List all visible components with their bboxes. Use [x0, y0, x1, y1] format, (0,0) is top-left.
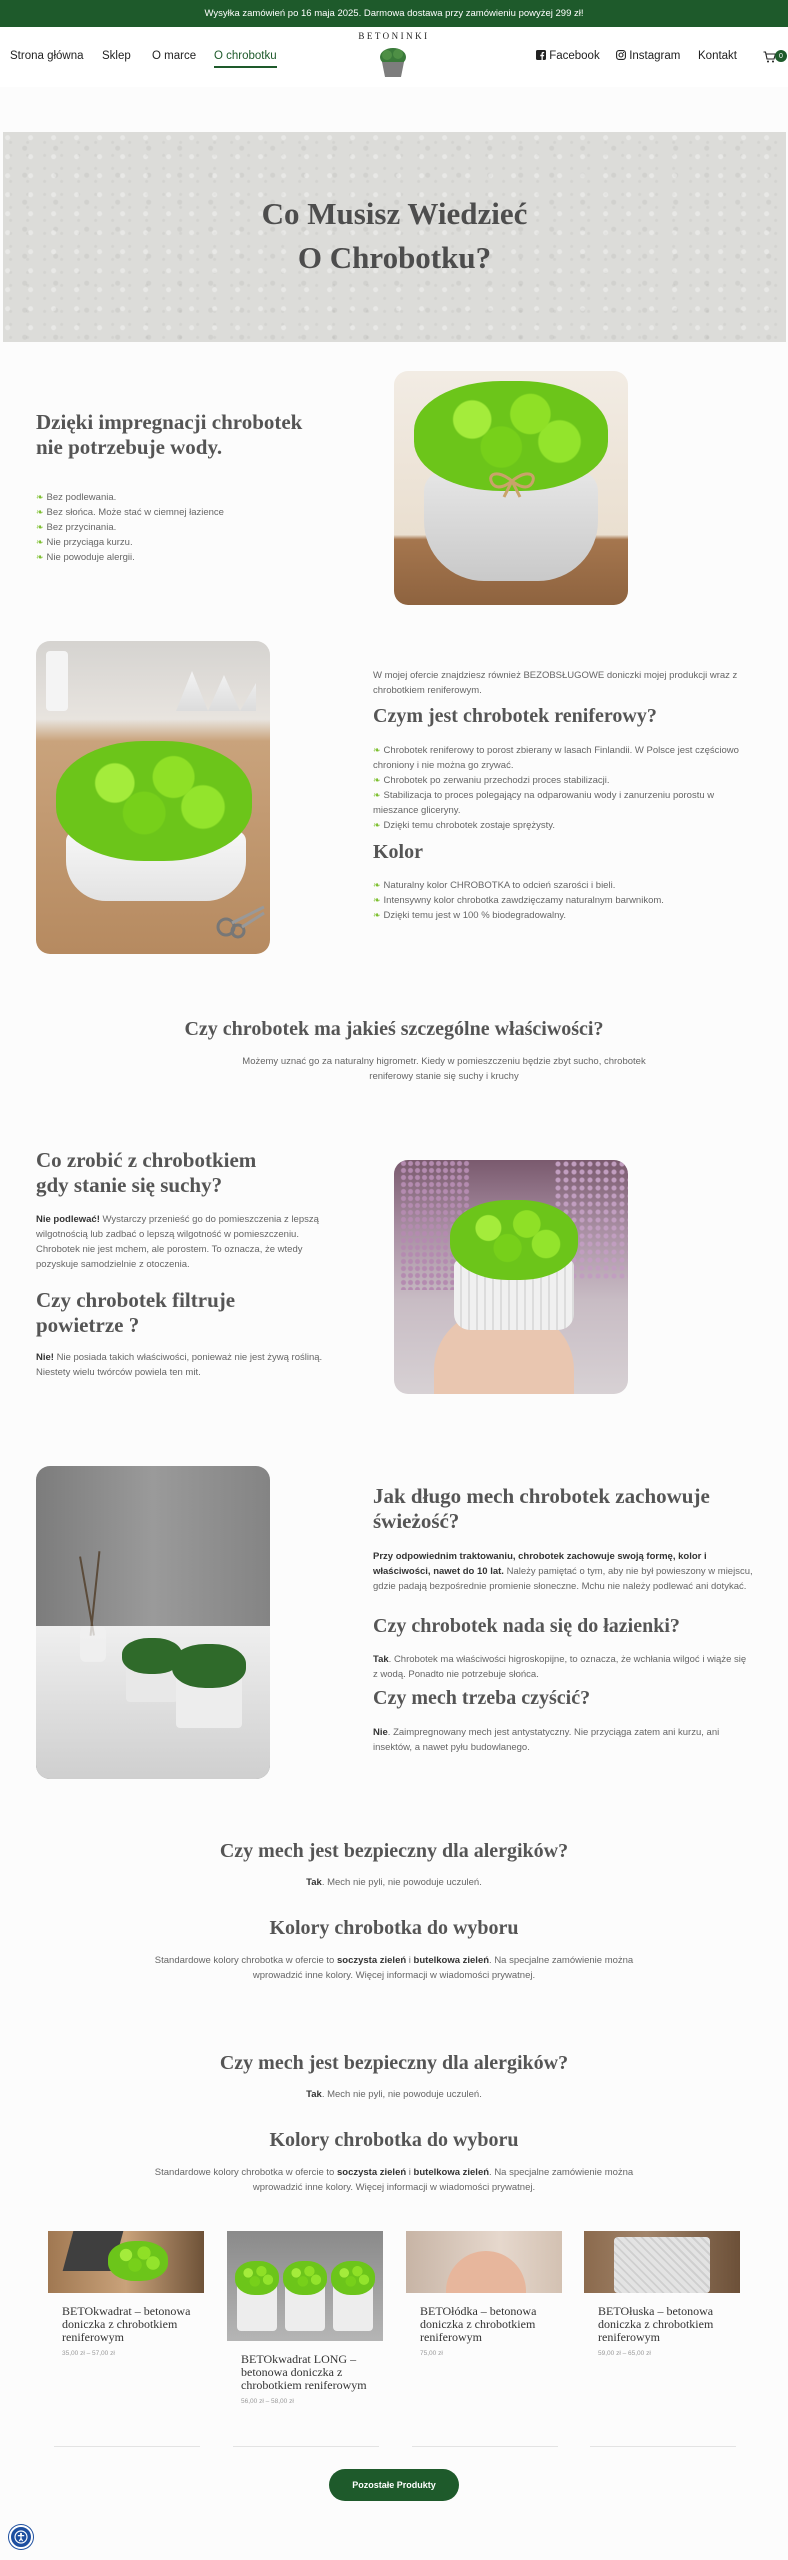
nav-contact[interactable]: Kontakt [698, 50, 737, 62]
announcement-bar [0, 0, 788, 27]
section5-title2: Czy chrobotek nada się do łazienki? [373, 1615, 680, 1637]
divider [54, 2446, 200, 2447]
section4-text [36, 1212, 336, 1272]
colors-body-b-repeat: i [406, 2167, 414, 2178]
colors-title-repeat: Kolory chrobotka do wyboru [269, 2129, 519, 2151]
product-card[interactable] [406, 2231, 562, 2357]
divider [233, 2446, 379, 2447]
product-name[interactable]: BETOłuska – betonowa doniczka z chrobotkiem reniferowym [598, 2304, 714, 2344]
allergy-body-repeat: . Mech nie pyli, nie powoduje uczuleń. [321, 2089, 482, 2100]
section4-body2: Nie posiada takich właściwości, ponieważ nie jest żywą rośliną. Niestety wielu twórców powiela ten mit. [36, 1352, 323, 1378]
list-item: ❧ Bez przycinania. [36, 520, 224, 535]
hero-title-line1: Co Musisz Wiedzieć [261, 196, 528, 231]
section4-title2-line1: Czy chrobotek filtruje [36, 1288, 236, 1312]
section5-title [373, 1484, 710, 1534]
colors-bold-a: soczysta zieleń [336, 1955, 407, 1966]
colors-text-repeat [144, 2165, 644, 2195]
colors-title: Kolory chrobotka do wyboru [269, 1917, 519, 1939]
list-item: ❧ Nie powoduje alergii. [36, 550, 224, 565]
list-item: ❧ Stabilizacja to proces polegający na odparowaniu wody i zanurzeniu porostu w mieszance gliceryny. [373, 788, 758, 818]
colors-body-b: i [406, 1955, 414, 1966]
nav-about-brand[interactable]: O marce [152, 50, 197, 62]
product-name[interactable]: BETOłódka – betonowa doniczka z chrobotkiem reniferowym [420, 2304, 537, 2344]
logo-text[interactable]: BETONINKI [358, 31, 430, 41]
list-item: ❧ Nie przyciąga kurzu. [36, 535, 224, 550]
announcement-text: Wysyłka zamówień po 16 maja 2025. Darmowa dostawa przy zamówieniu powyżej 299 zł! [204, 8, 584, 19]
section2-intro: W mojej ofercie znajdziesz również BEZOBSŁUGOWE doniczki mojej produkcji wraz z chrobotkiem reniferowym. [373, 670, 738, 696]
section4-bold: Nie podlewać! [36, 1214, 100, 1225]
section5-title-line2: świeżość? [373, 1509, 460, 1533]
section4-text2 [36, 1350, 336, 1380]
divider [412, 2446, 558, 2447]
instagram-icon [616, 50, 626, 60]
section3-title: Czy chrobotek ma jakieś szczególne właściwości? [184, 1018, 604, 1040]
facebook-icon [536, 50, 546, 60]
product-card[interactable] [227, 2231, 383, 2405]
section1-title-line1: Dzięki impregnacji chrobotek [36, 410, 303, 434]
section5-body2: . Chrobotek ma właściwości higroskopijne, to oznacza, że wchłania wilgoć i wiąże się z wodą. Ponadto nie potrzebuje słońca. [373, 1654, 747, 1680]
colors-bold-a-repeat: soczysta zieleń [336, 2167, 407, 2178]
colors-bold-b-repeat: butelkowa zieleń [413, 2167, 490, 2178]
colors-body-c-repeat: . Na specjalne zamówienie można wprowadzić inne kolory. Więcej informacji w wiadomości prywatnej. [252, 2167, 634, 2193]
list-item: ❧ Chrobotek reniferowy to porost zbierany w lasach Finlandii. W Polsce jest częściowo chroniony i nie można go zrywać. [373, 743, 758, 773]
product-name[interactable]: BETOkwadrat – betonowa doniczka z chrobotkiem reniferowym [62, 2304, 191, 2344]
colors-body-a: Standardowe kolory chrobotka w ofercie to [154, 1955, 337, 1966]
section5-body: Należy pamiętać o tym, aby nie był powieszony w miejscu, gdzie padają bezpośrednie promienie słoneczne. Mchu nie należy podlewać ani dotykać. [373, 1566, 753, 1592]
product-image[interactable] [406, 2231, 562, 2293]
section1-title-line2: nie potrzebuje wody. [36, 435, 223, 459]
nav-home[interactable]: Strona główna [10, 50, 84, 62]
nav-shop[interactable]: Sklep [102, 50, 131, 62]
product-price: 75,00 zł [420, 2350, 443, 2357]
allergy-bold: Tak [306, 1877, 322, 1888]
allergy-title: Czy mech jest bezpieczny dla alergików? [219, 1840, 569, 1862]
list-item: ❧ Chrobotek po zerwaniu przechodzi proces stabilizacji. [373, 773, 758, 788]
section5-text3 [373, 1725, 753, 1755]
hero-title-line2: O Chrobotku? [297, 240, 492, 275]
product-photo-bowl-scissors [36, 641, 270, 954]
product-price: 56,00 zł – 58,00 zł [241, 2398, 294, 2405]
section2-facts-list [373, 743, 758, 833]
section5-bold3: Nie [373, 1727, 388, 1738]
section5-title3: Czy mech trzeba czyścić? [373, 1687, 591, 1709]
section3-text: Możemy uznać go za naturalny higrometr. Kiedy w pomieszczeniu będzie zbyt sucho, chrobotek reniferowy stanie się suchy i kruchy [242, 1056, 646, 1082]
section4-body: Wystarczy przenieść go do pomieszczenia z lepszą wilgotnością lub zadbać o lepszą wilgotność w pomieszczeniu. Chrobotek nie jest mchem, ale porostem. To oznacza, że wtedy pozyskuje samodzielnie z otoczenia. [36, 1214, 319, 1270]
list-item: ❧ Dzięki temu jest w 100 % biodegradowalny. [373, 908, 758, 923]
product-photo-bathroom [36, 1466, 270, 1779]
section4-title2-line2: powietrze ? [36, 1313, 140, 1337]
cart-count-badge: 0 [775, 50, 787, 62]
product-price: 59,00 zł – 65,00 zł [598, 2350, 651, 2357]
section2-title: Czym jest chrobotek reniferowy? [373, 705, 657, 727]
section1-benefits-list [36, 490, 224, 565]
list-item: ❧ Naturalny kolor CHROBOTKA to odcień szarości i bieli. [373, 878, 758, 893]
nav-instagram-label: Instagram [629, 50, 681, 62]
allergy-text-repeat [0, 2087, 788, 2102]
allergy-title-repeat: Czy mech jest bezpieczny dla alergików? [219, 2052, 569, 2074]
section4-title2 [36, 1288, 235, 1338]
list-item: ❧ Intensywny kolor chrobotka zawdzięczamy naturalnym barwnikom. [373, 893, 758, 908]
colors-bold-b: butelkowa zieleń [413, 1955, 490, 1966]
colors-text [144, 1953, 644, 1983]
section5-body3: . Zaimpregnowany mech jest antystatyczny. Nie przyciąga zatem ani kurzu, ani insektów, a nawet pyłu budowlanego. [373, 1727, 720, 1753]
allergy-body: . Mech nie pyli, nie powoduje uczuleń. [321, 1877, 482, 1888]
product-name[interactable]: BETOkwadrat LONG – betonowa doniczka z chrobotkiem reniferowym [241, 2352, 367, 2392]
hero-banner [3, 132, 786, 342]
nav-about-moss[interactable]: O chrobotku [214, 50, 277, 68]
section4-title-line2: gdy stanie się suchy? [36, 1173, 223, 1197]
section4-bold2: Nie! [36, 1352, 54, 1363]
allergy-bold-repeat: Tak [306, 2089, 322, 2100]
product-image[interactable] [227, 2231, 383, 2341]
list-item: ❧ Dzięki temu chrobotek zostaje sprężysty. [373, 818, 758, 833]
section4-title [36, 1148, 256, 1198]
nav-facebook-label: Facebook [549, 50, 600, 62]
more-products-button[interactable]: Pozostałe Produkty [329, 2469, 459, 2501]
product-photo-heather-hand [394, 1160, 628, 1394]
product-image[interactable] [48, 2231, 204, 2293]
colors-body-c: . Na specjalne zamówienie można wprowadzić inne kolory. Więcej informacji w wiadomości prywatnej. [252, 1955, 634, 1981]
section4-title-line1: Co zrobić z chrobotkiem [36, 1148, 257, 1172]
product-card[interactable] [48, 2231, 204, 2357]
accessibility-button[interactable] [9, 2525, 33, 2549]
cart-icon[interactable] [763, 51, 776, 63]
section5-bold: Przy odpowiednim traktowaniu, chrobotek zachowuje swoją formę, kolor i właściwości, nawet do 10 lat. [373, 1551, 707, 1577]
logo-icon[interactable] [377, 45, 409, 79]
section2-color-list [373, 878, 758, 923]
nav-instagram[interactable] [616, 50, 680, 62]
colors-body-a-repeat: Standardowe kolory chrobotka w ofercie to [154, 2167, 337, 2178]
main-nav [0, 27, 788, 87]
list-item: ❧ Bez słońca. Może stać w ciemnej łazience [36, 505, 224, 520]
divider [590, 2446, 736, 2447]
product-photo-pot-bow [394, 371, 628, 605]
section5-title-line1: Jak długo mech chrobotek zachowuje [373, 1484, 710, 1508]
section5-text2 [373, 1652, 753, 1682]
hero-title [3, 192, 786, 280]
section1-title [36, 410, 302, 460]
section2-color-title: Kolor [373, 841, 423, 863]
nav-facebook[interactable] [536, 50, 600, 62]
section5-bold2: Tak [373, 1654, 389, 1665]
product-image[interactable] [584, 2231, 740, 2293]
section5-text [373, 1549, 753, 1594]
allergy-text [0, 1875, 788, 1890]
list-item: ❧ Bez podlewania. [36, 490, 224, 505]
accessibility-icon [14, 2530, 28, 2544]
product-price: 35,00 zł – 57,00 zł [62, 2350, 115, 2357]
product-card[interactable] [584, 2231, 740, 2357]
